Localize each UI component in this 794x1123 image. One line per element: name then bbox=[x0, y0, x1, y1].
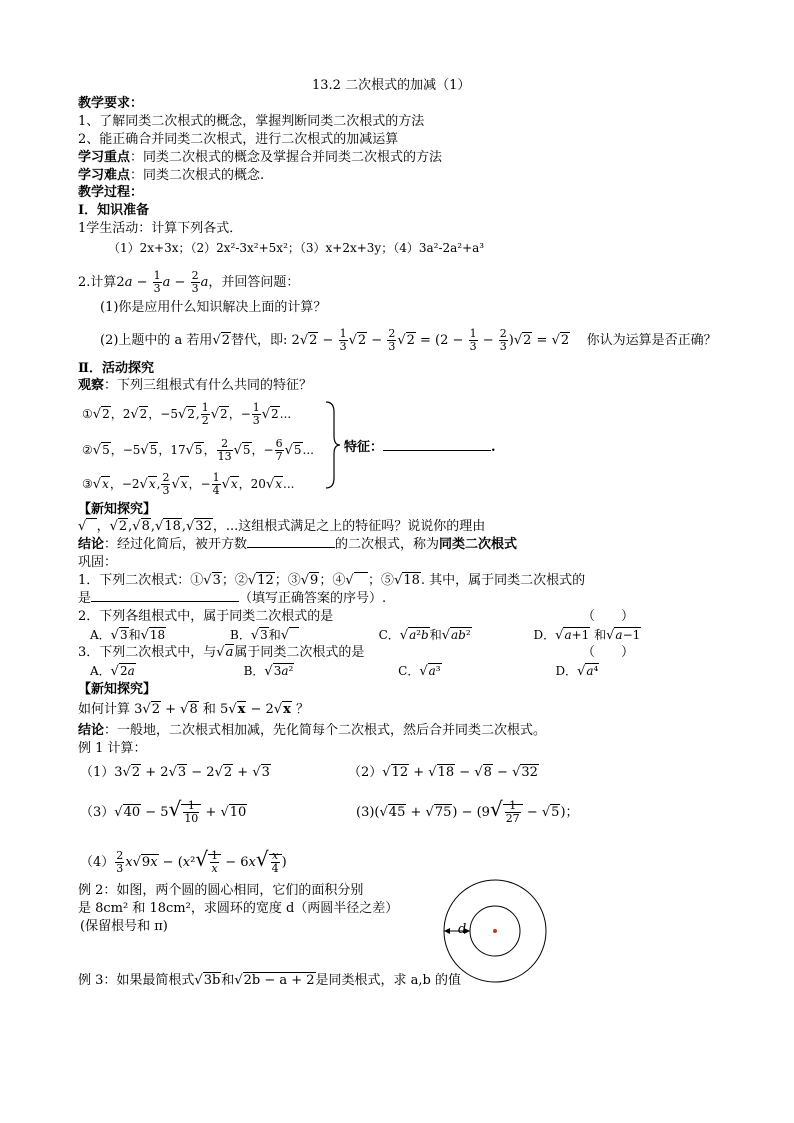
exercise-1: 1．下列二次根式：①√3；②√12；③√9；④√ ；⑤√18. 其中，属于同类二次根式的 bbox=[78, 573, 586, 588]
example-2-line-1: 例 2：如图，两个圆的圆心相同，它们的面积分别 bbox=[78, 883, 364, 898]
example-1-part-1: （1）3√2 + 2√3 − 2√2 + √3 bbox=[80, 765, 270, 780]
exercise-2-answer-paren: （ ） bbox=[582, 609, 635, 624]
exercise-2: 2．下列各组根式中，属于同类二次根式的是 bbox=[78, 609, 334, 624]
feature-label: 特征： . bbox=[344, 440, 496, 455]
example-1-part-2: （2）√12 + √18 − √8 − √32 bbox=[348, 765, 538, 780]
question-2: 2.计算2a − $\frac{1}{3}$ a − $\frac{2}{3}$ a，并回答问题： bbox=[78, 269, 300, 295]
example-1-part-5: （4） $\frac{2}{3}$ x√9x − (x²√ $\frac{1}{x}$ − 6x√ $\frac{x}{4}$ ) bbox=[80, 847, 287, 875]
exercise-2-options: A．√3和√18 B．√3和√ C．√a²b和√ab² D．√a+1 和√a−1 bbox=[90, 628, 641, 643]
page-title: 13.2 二次根式的加减（1） bbox=[312, 78, 471, 93]
section-1-heading: Ⅰ．知识准备 bbox=[78, 203, 150, 218]
section-2-heading: Ⅱ．活动探究 bbox=[78, 361, 154, 376]
group-1: ①√2，2√2，−5√2, $\frac{1}{2}$ √2，− $\frac{1}{3}$ √2... bbox=[82, 401, 292, 427]
observe-text: 观察：下列三组根式有什么共同的特征？ bbox=[78, 378, 313, 393]
example-1-part-4: (3)(√45 + √75) − (9√ $\frac{1}{27}$ − √5)； bbox=[356, 797, 579, 825]
requirement-1: 1、了解同类二次根式的概念，掌握判断同类二次根式的方法 bbox=[78, 114, 425, 129]
activity-1: 1学生活动：计算下列各式． bbox=[78, 221, 243, 236]
difficult-point: 学习难点：同类二次根式的概念. bbox=[78, 168, 265, 183]
activity-1-items: （1）2x+3x；（2）2x²-3x²+5x²；（3）x+2x+3y；（4）3a²-2a²+a³ bbox=[108, 241, 485, 255]
exercise-3-options: A．√2a B．√3a² C．√a³ D．√a⁴ bbox=[90, 664, 599, 679]
new-knowledge-heading-1: 【新知探究】 bbox=[78, 502, 157, 517]
question-2-2: (2)上题中的 a 若用√2替代，即: 2√2 − $\frac{1}{3}$ √2 − $\frac{2}{3}$ √2 = (2 − $\frac{1}{3}$ − $\frac{2}{3}$ )√2 = √2 你认为运算是否正确？ bbox=[100, 327, 717, 353]
requirement-2: 2、能正确合并同类二次根式，进行二次根式的加减运算 bbox=[78, 132, 399, 147]
conclusion-2: 结论：一般地，二次根式相加减，先化简每个二次根式，然后合并同类二次根式。 bbox=[78, 723, 547, 738]
new-knowledge-heading-2: 【新知探究】 bbox=[78, 682, 157, 697]
group-2: ②√5，−5√5，17√5， $\frac{2}{13}$ √5，− $\frac{6}{7}$ √5... bbox=[82, 437, 314, 463]
requirements-heading: 教学要求： bbox=[78, 96, 144, 111]
example-1-part-3: （3）√40 − 5√ $\frac{1}{10}$ + √10 bbox=[80, 797, 247, 825]
example-2-line-3: (保留根号和 π) bbox=[80, 919, 168, 934]
group-3: ③√x，−2√x, $\frac{2}{3}$ √x，− $\frac{1}{4}$ √x，20√x... bbox=[82, 471, 295, 497]
consolidate-label: 巩固： bbox=[78, 555, 118, 570]
example-3: 例 3：如果最简根式√3b和√2b − a + 2是同类根式，求 a,b 的值 bbox=[78, 973, 462, 988]
example-1-heading: 例 1 计算： bbox=[78, 741, 147, 756]
process-heading: 教学过程： bbox=[78, 185, 144, 200]
exercise-3: 3．下列二次根式中，与√a属于同类二次根式的是 bbox=[78, 645, 365, 660]
brace-icon bbox=[322, 400, 342, 490]
exercise-1-answer: 是 （填写正确答案的序号）. bbox=[78, 591, 387, 606]
example-2-line-2: 是 8cm² 和 18cm²，求圆环的宽度 d（两圆半径之差） bbox=[78, 901, 399, 916]
exercise-3-answer-paren: （ ） bbox=[582, 645, 635, 660]
key-point: 学习重点：同类二次根式的概念及掌握合并同类二次根式的方法 bbox=[78, 150, 443, 165]
conclusion-1: 结论：经过化简后，被开方数 的二次根式，称为同类二次根式 bbox=[78, 537, 518, 552]
how-to-calc: 如何计算 3√2 + √8 和 5√x − 2√x ？ bbox=[78, 702, 310, 717]
new-knowledge-text: √ ，√2,√8,√18,√32，...这组根式满足之上的特征吗？说说你的理由 bbox=[78, 519, 486, 534]
question-2-1: (1)你是应用什么知识解决上面的计算？ bbox=[100, 300, 327, 315]
concentric-circles-figure bbox=[440, 876, 550, 986]
circle-width-label: d bbox=[458, 922, 467, 937]
